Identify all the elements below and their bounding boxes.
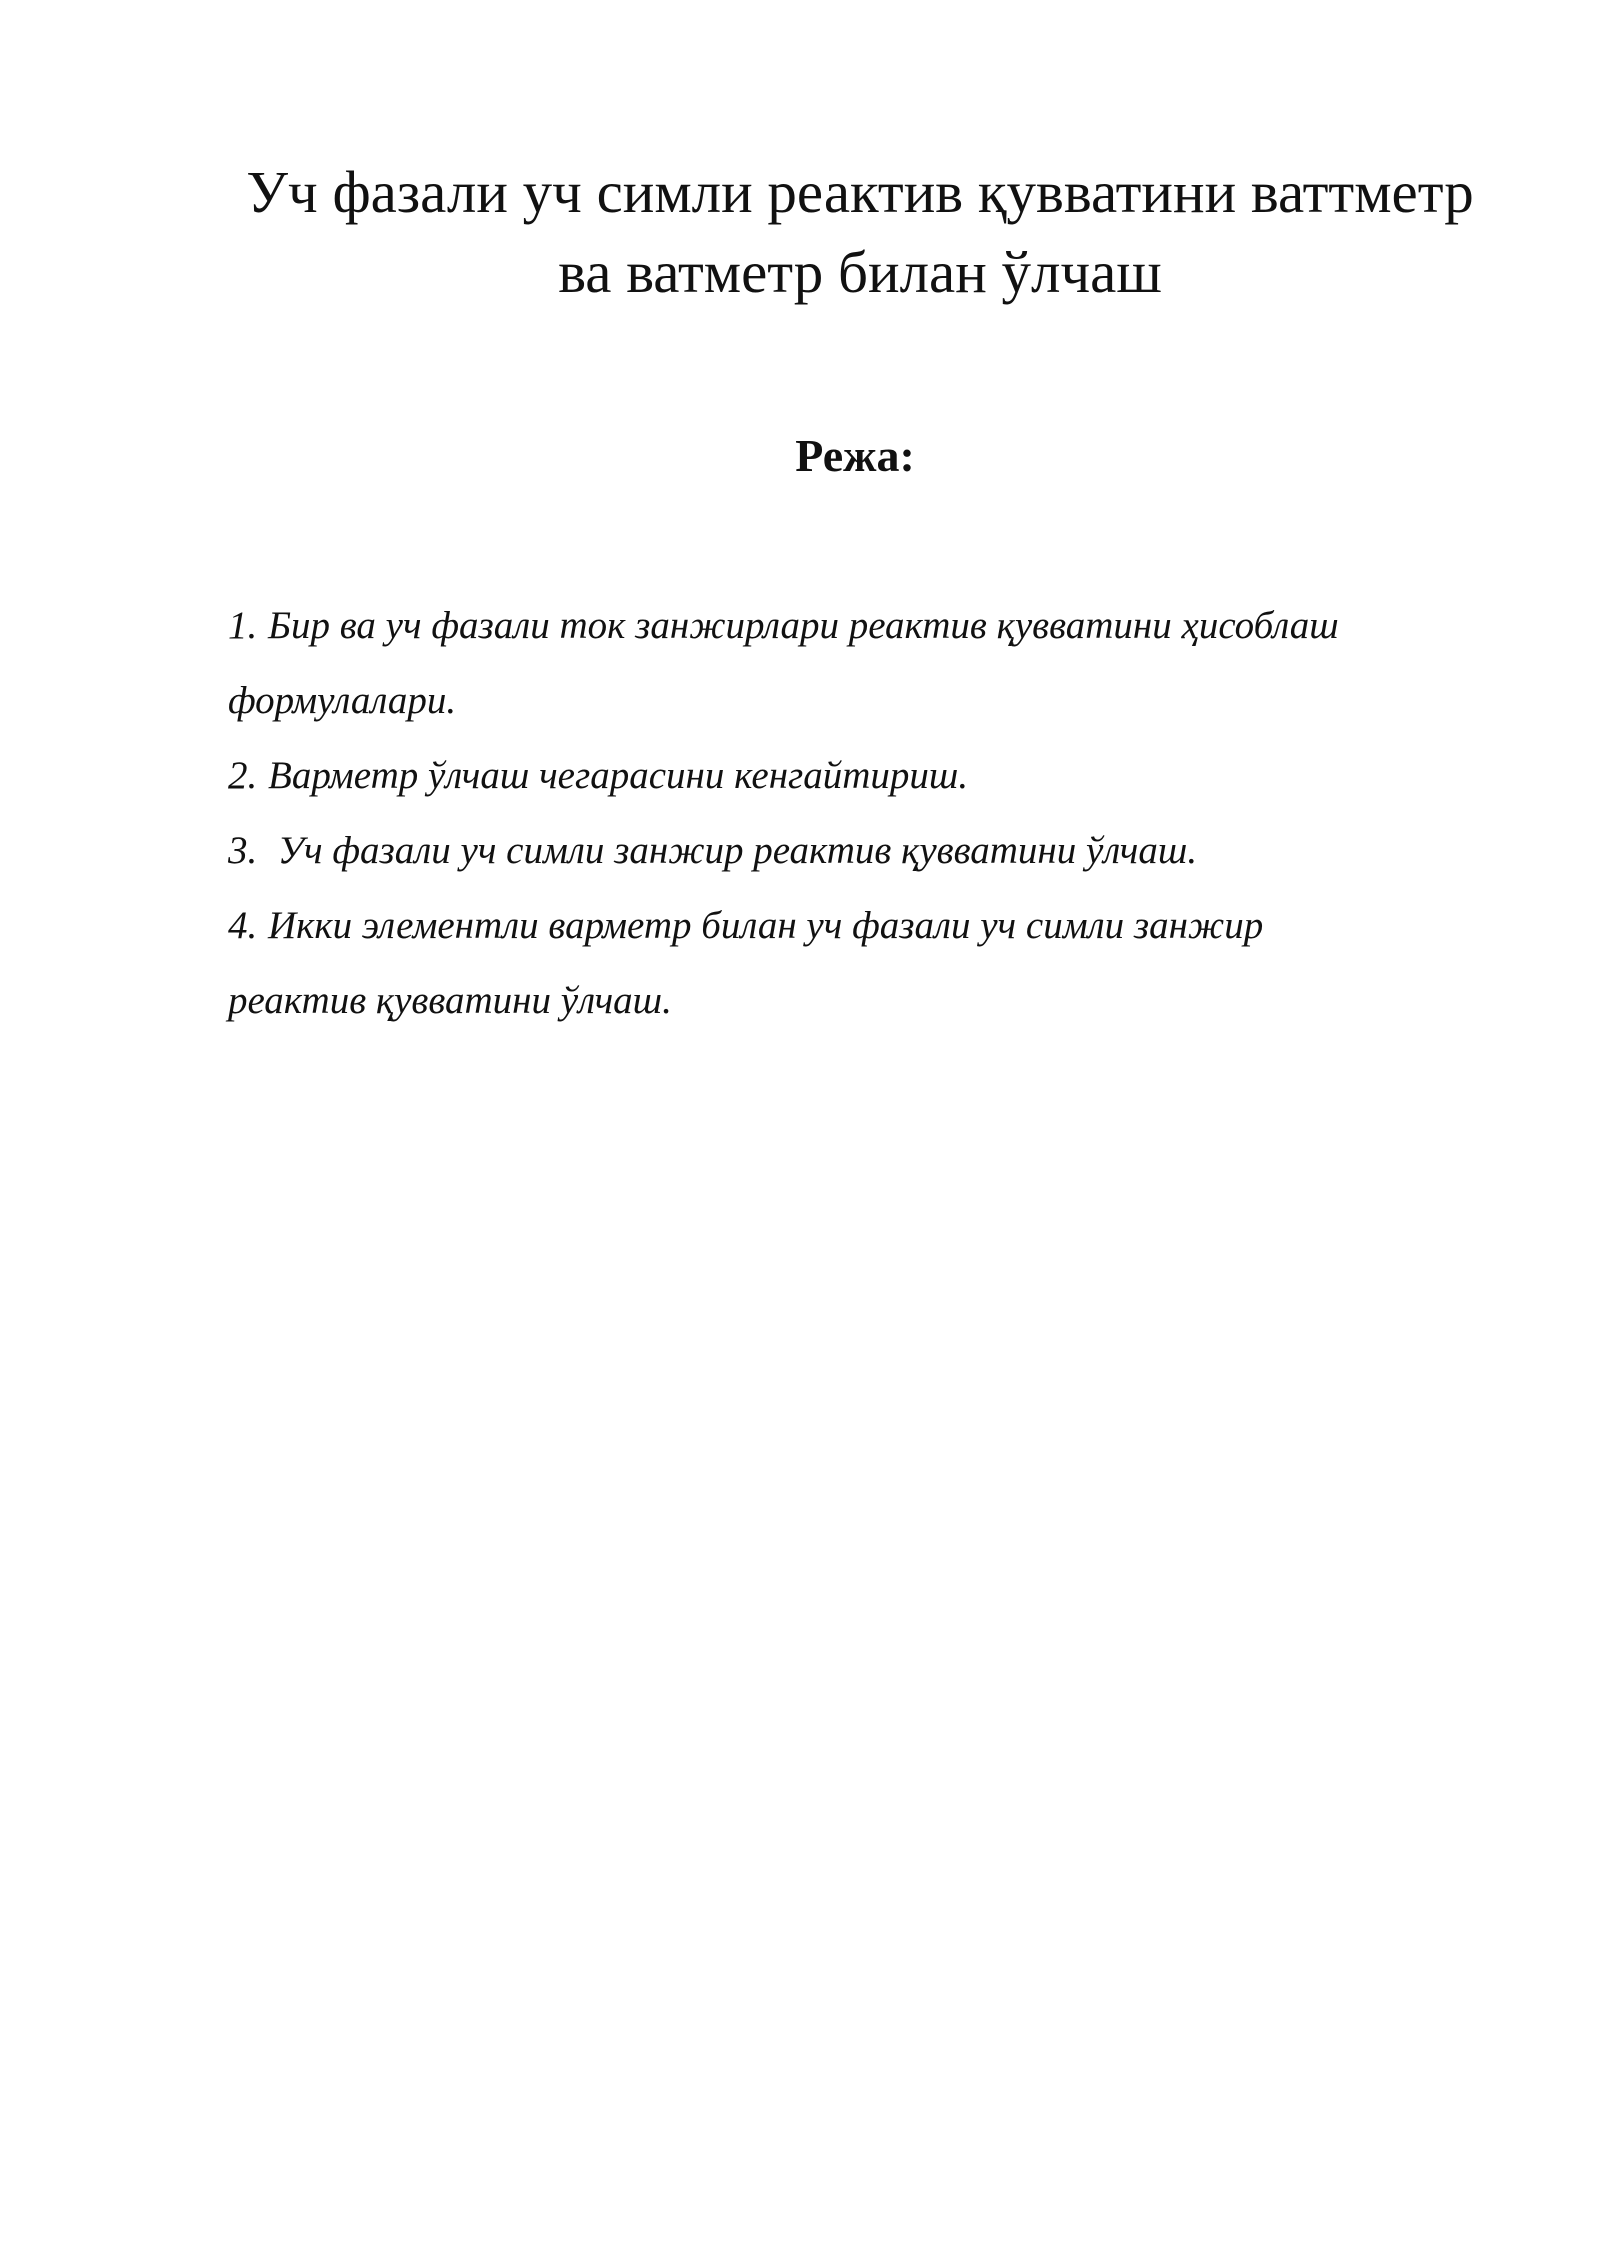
plan-list bbox=[228, 588, 1518, 1038]
plan-heading: Режа: bbox=[795, 430, 915, 481]
plan-item-text: Уч фазали уч симли занжир реактив қувватини ўлчаш. bbox=[277, 829, 1198, 872]
plan-item-text-continued: реактив қувватини ўлчаш. bbox=[228, 979, 672, 1022]
plan-item-number: 2. bbox=[228, 754, 258, 797]
plan-item-text: Варметр ўлчаш чегарасини кенгайтириш. bbox=[268, 754, 969, 797]
plan-item-3 bbox=[228, 813, 1518, 888]
plan-item-text-continued: формулалари. bbox=[228, 679, 457, 722]
plan-item-text: Бир ва уч фазали ток занжирлари реактив қувватини ҳисоблаш bbox=[268, 604, 1339, 647]
document-title bbox=[200, 152, 1520, 312]
plan-item-number: 1. bbox=[228, 604, 258, 647]
title-line-2: ва ватметр билан ўлчаш bbox=[558, 239, 1162, 305]
plan-item-1 bbox=[228, 588, 1518, 738]
plan-item-4 bbox=[228, 888, 1518, 1038]
plan-item-number: 3. bbox=[228, 829, 258, 872]
title-line-1: Уч фазали уч симли реактив қувватини ваттметр bbox=[246, 159, 1474, 225]
plan-item-2 bbox=[228, 738, 1518, 813]
plan-item-text: Икки элементли варметр билан уч фазали уч симли занжир bbox=[268, 904, 1264, 947]
plan-item-number: 4. bbox=[228, 904, 258, 947]
